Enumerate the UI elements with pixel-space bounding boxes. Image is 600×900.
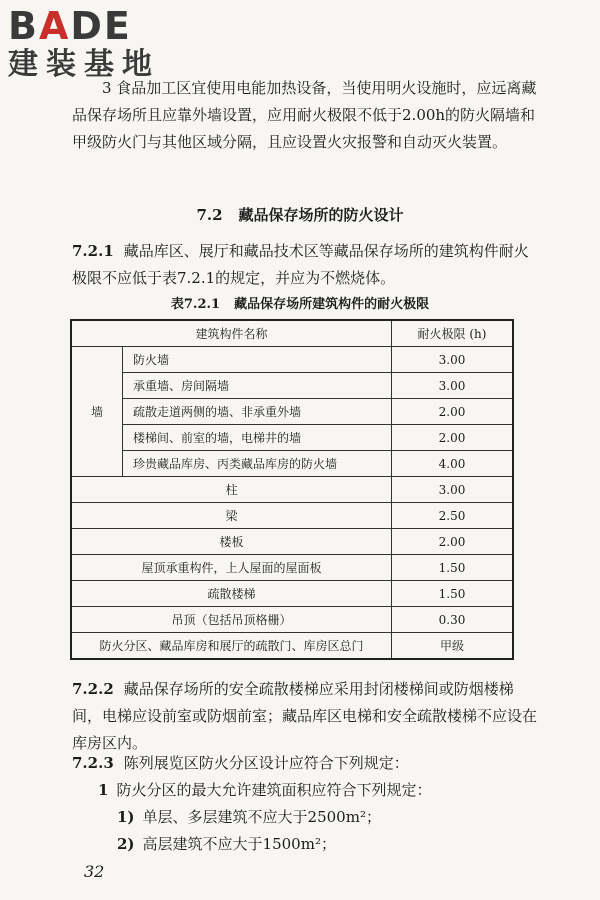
table-header-row xyxy=(71,320,513,347)
table-caption-title: 藏品保存场所建筑构件的耐火极限 xyxy=(234,297,430,312)
clause-7-2-2 xyxy=(72,676,540,757)
list-item xyxy=(98,777,431,804)
logo-letters-de: DE xyxy=(70,4,132,48)
list-item xyxy=(117,831,336,858)
row-name: 吊顶（包括吊顶格栅） xyxy=(71,607,392,633)
row-name: 楼梯间、前室的墙，电梯井的墙 xyxy=(123,425,392,451)
clause-number: 7.2.1 xyxy=(72,242,114,260)
table-row xyxy=(71,347,513,373)
table-row xyxy=(71,425,513,451)
wall-group-label: 墙 xyxy=(71,347,123,477)
logo-letter-b: B xyxy=(8,4,39,48)
row-limit: 4.00 xyxy=(392,451,514,477)
list-item xyxy=(117,804,381,831)
row-name: 楼板 xyxy=(71,529,392,555)
row-limit: 1.50 xyxy=(392,555,514,581)
row-name: 承重墙、房间隔墙 xyxy=(123,373,392,399)
row-limit: 2.50 xyxy=(392,503,514,529)
table-row xyxy=(71,399,513,425)
intro-paragraph: 3 食品加工区宜使用电能加热设备，当使用明火设施时，应远离藏品保存场所且应靠外墙设置，应用耐火极限不低于2.00h的防火隔墙和甲级防火门与其他区域分隔，且应设置火灾报警和自动灭火装置。 xyxy=(72,79,537,151)
table-row xyxy=(71,451,513,477)
row-name: 柱 xyxy=(71,477,392,503)
table-row xyxy=(71,503,513,529)
row-limit: 3.00 xyxy=(392,347,514,373)
table-row xyxy=(71,607,513,633)
clause-7-2-3 xyxy=(72,750,540,777)
row-limit: 0.30 xyxy=(392,607,514,633)
section-title: 藏品保存场所的防火设计 xyxy=(238,206,404,224)
row-limit: 2.00 xyxy=(392,399,514,425)
table-row xyxy=(71,581,513,607)
row-limit: 1.50 xyxy=(392,581,514,607)
table-row xyxy=(71,529,513,555)
bade-logo xyxy=(8,6,160,82)
logo-letter-a: A xyxy=(38,4,71,48)
table-row xyxy=(71,555,513,581)
header-component-name: 建筑构件名称 xyxy=(71,320,392,347)
row-name: 梁 xyxy=(71,503,392,529)
fire-resistance-table xyxy=(70,319,514,660)
row-name: 屋顶承重构件，上人屋面的屋面板 xyxy=(71,555,392,581)
table-caption xyxy=(0,293,600,312)
row-name: 疏散走道两侧的墙、非承重外墙 xyxy=(123,399,392,425)
item-number: 1) xyxy=(117,808,135,826)
item-text: 单层、多层建筑不应大于2500m²； xyxy=(142,808,381,826)
item-text: 高层建筑不应大于1500m²； xyxy=(142,835,336,853)
row-limit: 2.00 xyxy=(392,425,514,451)
clause-number: 7.2.3 xyxy=(72,754,114,772)
clause-number: 7.2.2 xyxy=(72,680,114,698)
logo-wordmark xyxy=(8,6,160,46)
page-number: 32 xyxy=(84,862,105,881)
table-row xyxy=(71,633,513,660)
clause-text: 藏品保存场所的安全疏散楼梯应采用封闭楼梯间或防烟楼梯间，电梯应设前室或防烟前室；藏品库区电梯和安全疏散楼梯不应设在库房区内。 xyxy=(72,680,538,752)
table-row xyxy=(71,373,513,399)
row-limit: 3.00 xyxy=(392,477,514,503)
row-name: 珍贵藏品库房、丙类藏品库房的防火墙 xyxy=(123,451,392,477)
row-name: 疏散楼梯 xyxy=(71,581,392,607)
item-text: 防火分区的最大允许建筑面积应符合下列规定： xyxy=(116,781,432,799)
item-number: 1 xyxy=(98,781,109,799)
header-fire-limit: 耐火极限 (h) xyxy=(392,320,514,347)
row-limit: 甲级 xyxy=(392,633,514,660)
row-name: 防火墙 xyxy=(123,347,392,373)
row-limit: 3.00 xyxy=(392,373,514,399)
section-heading xyxy=(0,204,600,225)
section-number: 7.2 xyxy=(196,206,223,224)
table-row xyxy=(71,477,513,503)
clause-text: 藏品库区、展厅和藏品技术区等藏品保存场所的建筑构件耐火极限不应低于表7.2.1的规定，并应为不燃烧体。 xyxy=(72,242,529,287)
row-limit: 2.00 xyxy=(392,529,514,555)
logo-subtitle: 建装基地 xyxy=(8,47,160,82)
clause-7-2-1 xyxy=(72,238,540,292)
item-number: 2) xyxy=(117,835,135,853)
table-caption-number: 表7.2.1 xyxy=(170,297,221,312)
clause-text: 陈列展览区防火分区设计应符合下列规定： xyxy=(123,754,409,772)
row-name: 防火分区、藏品库房和展厅的疏散门、库房区总门 xyxy=(71,633,392,660)
